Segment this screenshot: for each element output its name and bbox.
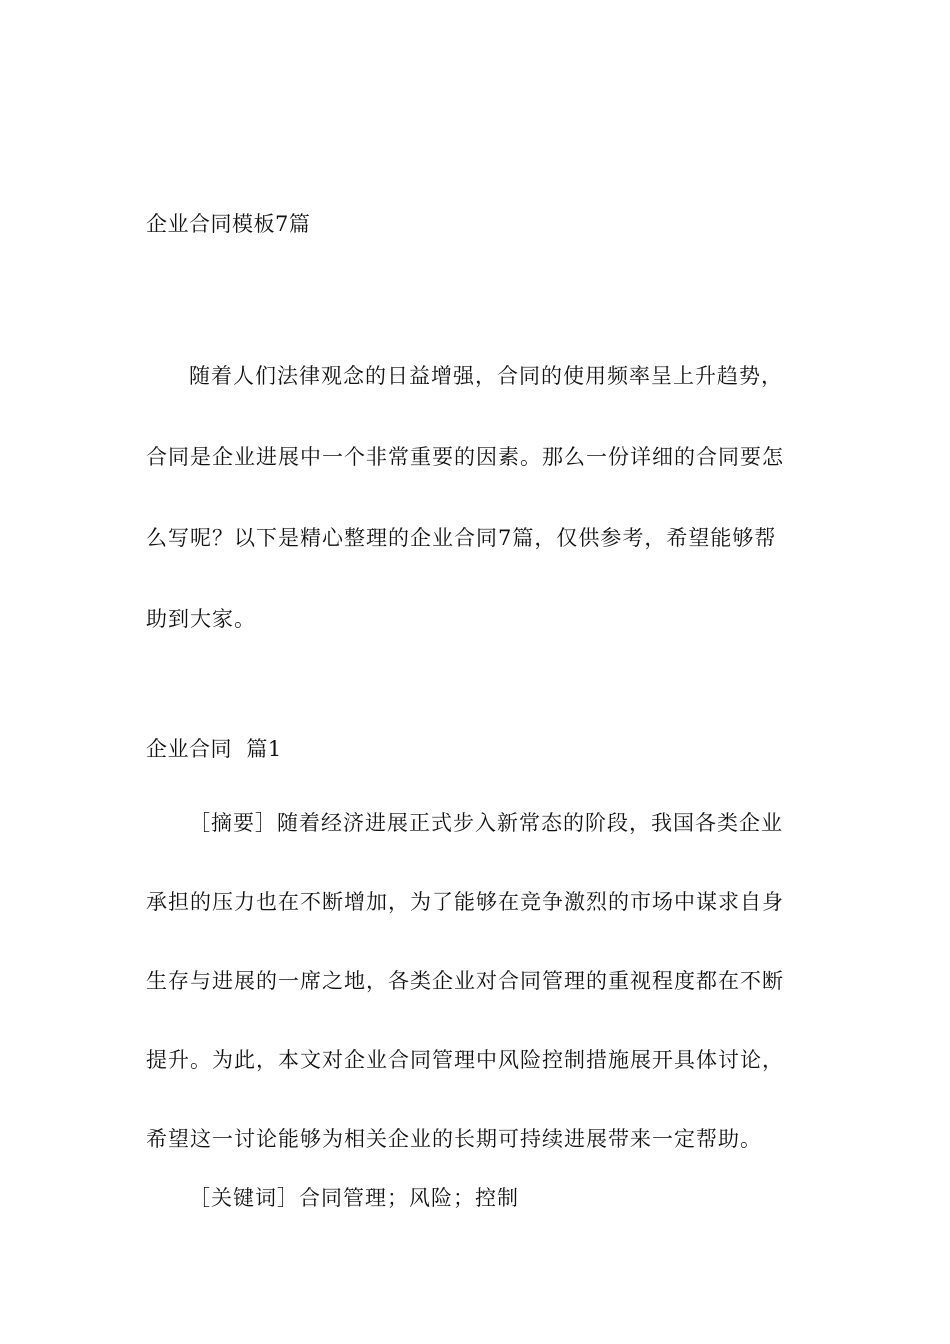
intro-line: 助到大家。: [146, 607, 256, 631]
intro-line: 合同是企业进展中一个非常重要的因素。那么一份详细的合同要怎: [146, 445, 784, 469]
abstract-paragraph: [146, 805, 796, 1157]
abstract-line: 承担的压力也在不断增加，为了能够在竞争激烈的市场中谋求自身: [146, 890, 784, 914]
intro-line: 么写呢？以下是精心整理的企业合同7篇，仅供参考，希望能够帮: [146, 526, 777, 550]
intro-paragraph: [146, 358, 796, 637]
document-title: 企业合同模板7篇: [146, 212, 311, 236]
abstract-line: 希望这一讨论能够为相关企业的长期可持续进展带来一定帮助。: [146, 1127, 762, 1151]
keywords-line: ［关键词］合同管理；风险；控制: [189, 1186, 519, 1210]
abstract-line: 提升。为此，本文对企业合同管理中风险控制措施展开具体讨论，: [146, 1048, 784, 1072]
abstract-line: 生存与进展的一席之地，各类企业对合同管理的重视程度都在不断: [146, 969, 784, 993]
intro-line: 随着人们法律观念的日益增强，合同的使用频率呈上升趋势，: [189, 364, 783, 388]
section-heading: 企业合同 篇1: [146, 737, 282, 761]
abstract-line: ［摘要］随着经济进展正式步入新常态的阶段，我国各类企业: [189, 811, 783, 835]
